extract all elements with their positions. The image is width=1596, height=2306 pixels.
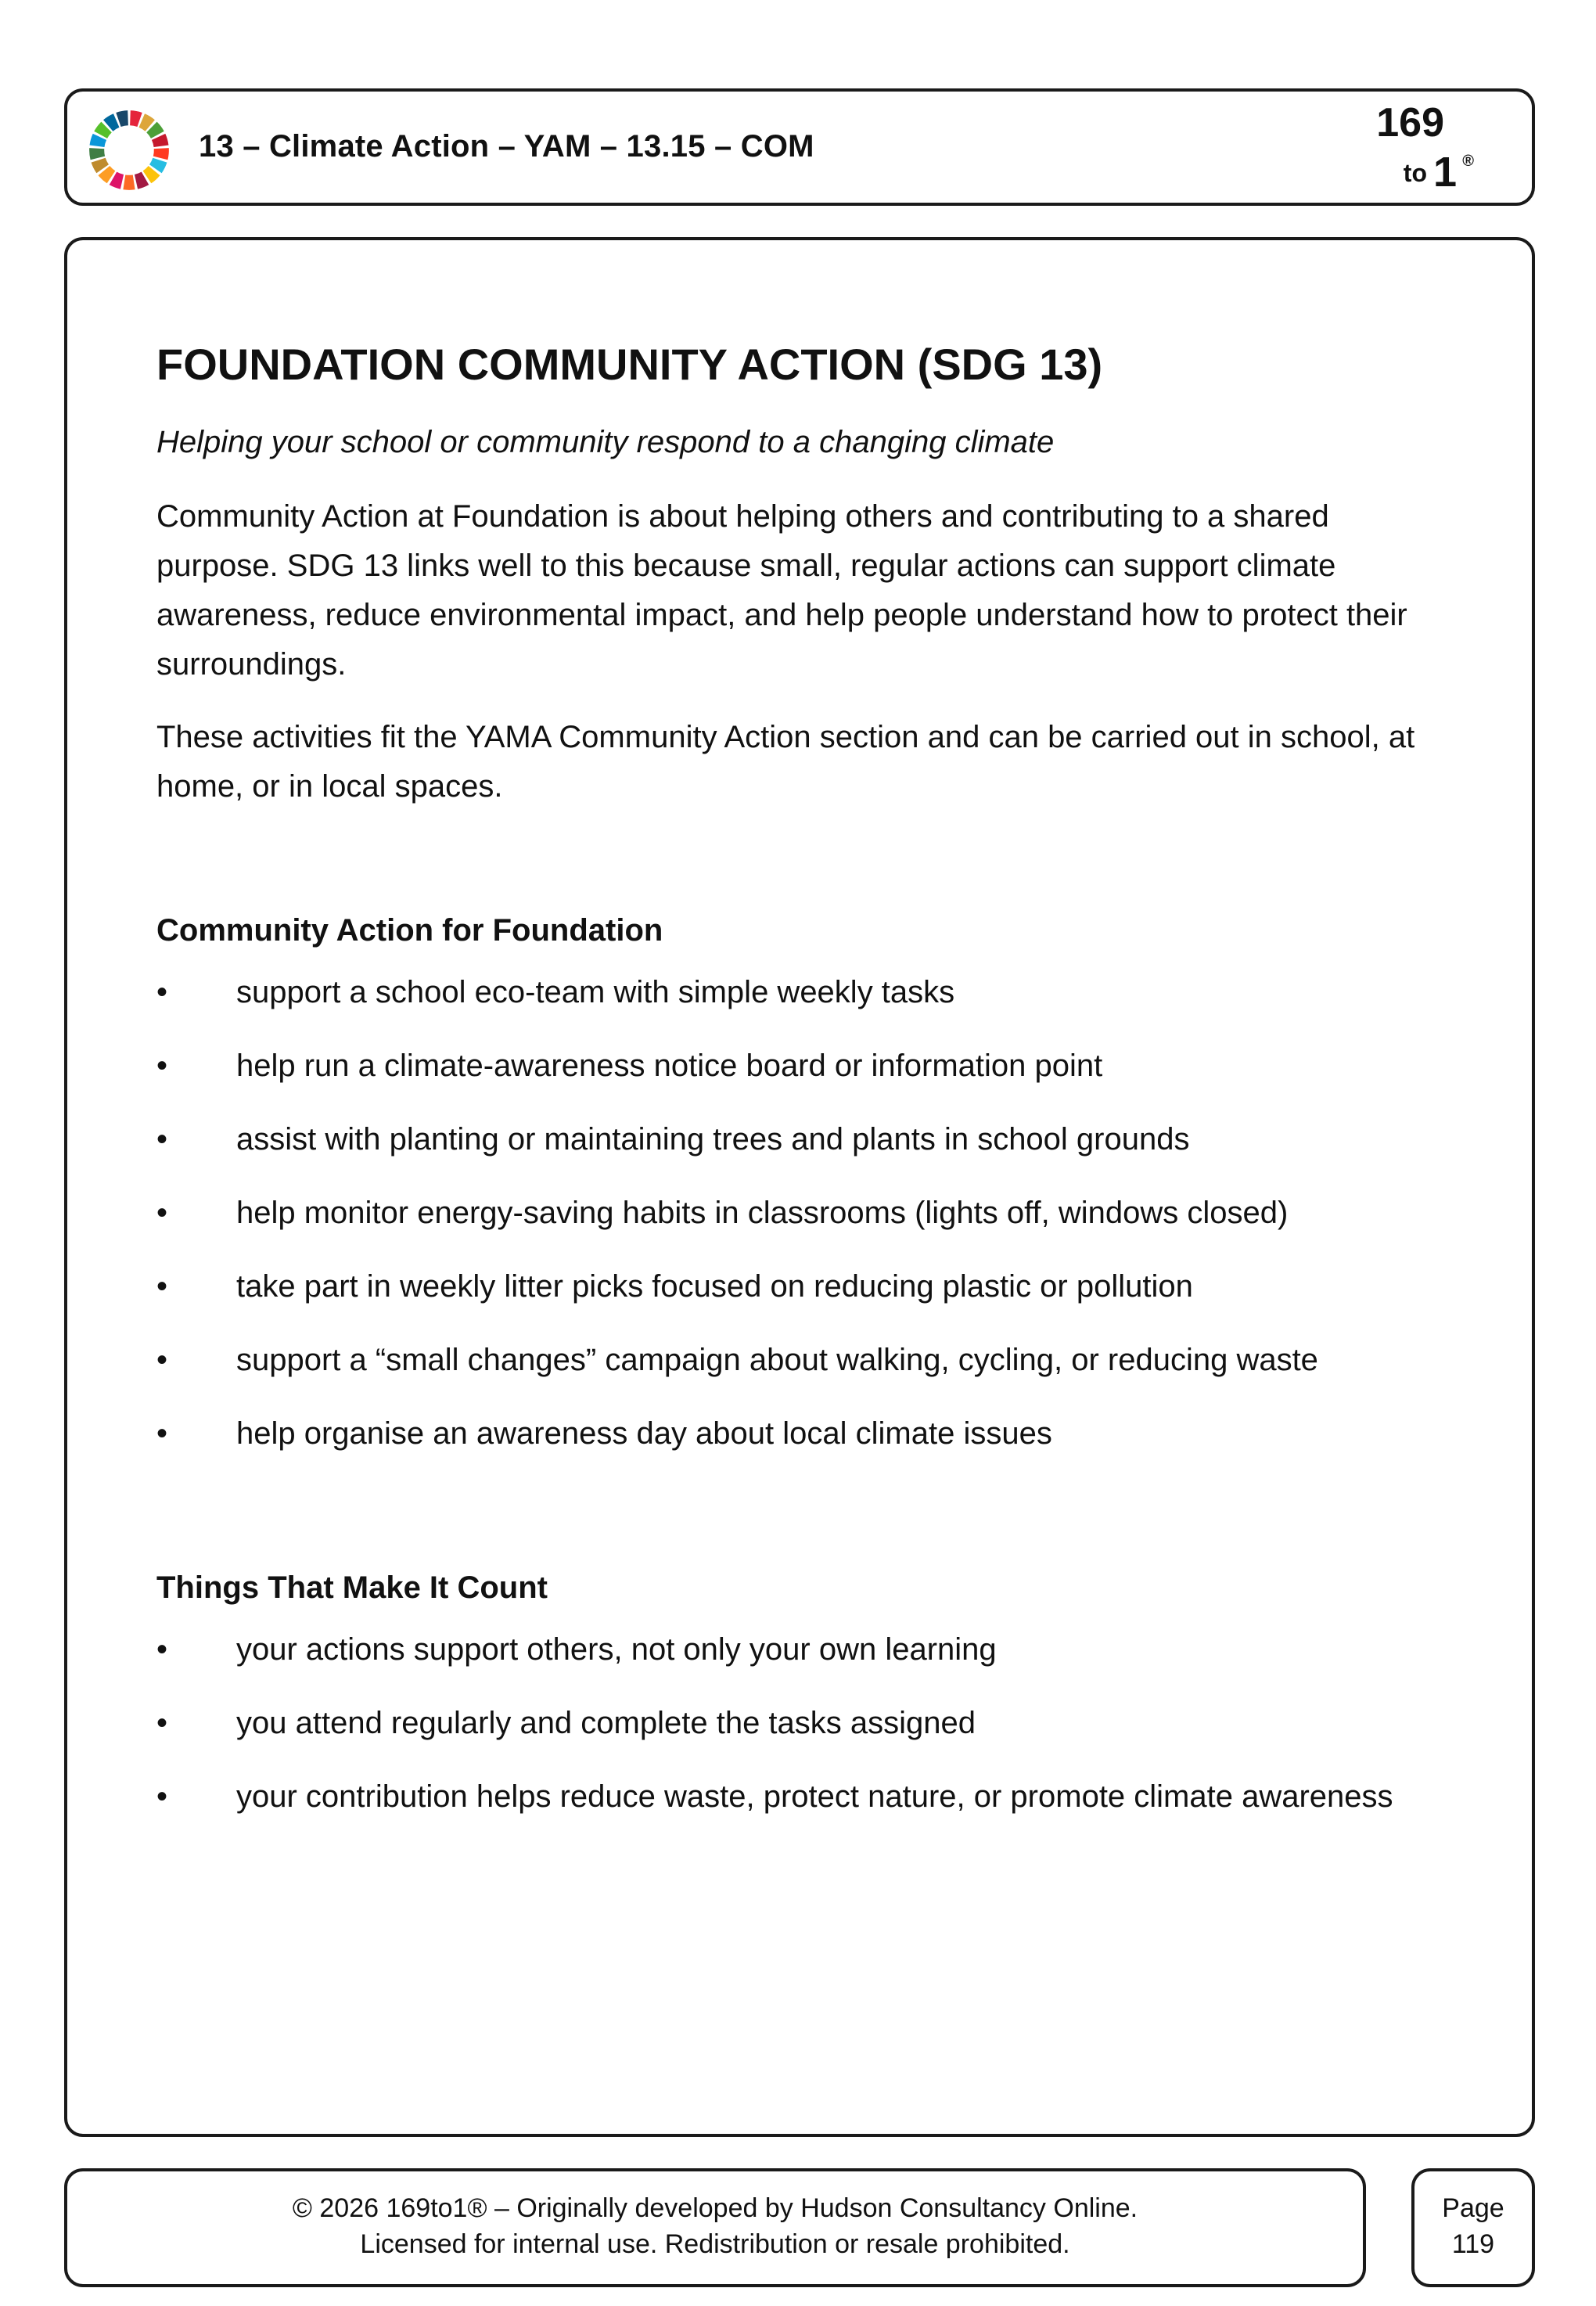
page-number: 119	[1451, 2229, 1495, 2259]
sdg-wheel-segment	[153, 148, 169, 160]
list-item	[156, 1041, 1526, 1091]
list-item	[156, 1336, 1526, 1385]
list-item	[156, 1189, 1526, 1238]
header-title: 13 – Climate Action – YAM – 13.15 – COM	[199, 129, 814, 164]
bullet-icon: •	[156, 1269, 168, 1304]
bullet-icon: •	[156, 975, 168, 1009]
copyright-line: © 2026 169to1® – Originally developed by Hudson Consultancy Online.	[292, 2193, 1138, 2223]
context-paragraph: These activities fit the YAMA Community Action section and can be carried out in school, at home, or in local spaces.	[156, 720, 1415, 804]
content-panel	[64, 237, 1535, 2137]
sdg-wheel-segment	[123, 174, 135, 189]
brand-one: 1	[1432, 149, 1457, 196]
bullet-icon: •	[156, 1196, 168, 1230]
bullet-icon: •	[156, 1122, 168, 1157]
list-item-text: your contribution helps reduce waste, protect nature, or promote climate awareness	[236, 1779, 1393, 1814]
brand-registered: ®	[1462, 153, 1474, 170]
section-heading-community-action: Community Action for Foundation	[156, 913, 663, 948]
section-heading-make-it-count: Things That Make It Count	[156, 1570, 548, 1605]
list-item	[156, 1262, 1526, 1311]
list-item-text: support a “small changes” campaign about walking, cycling, or reducing waste	[236, 1343, 1318, 1377]
list-item-text: assist with planting or maintaining trees and plants in school grounds	[236, 1122, 1190, 1157]
make-it-count-list	[156, 1625, 1526, 1846]
bullet-icon: •	[156, 1343, 168, 1377]
brand-169: 169	[1376, 100, 1444, 146]
bullet-icon: •	[156, 1416, 168, 1451]
list-item	[156, 1699, 1526, 1748]
list-item-text: your actions support others, not only your own learning	[236, 1632, 997, 1667]
page-label: Page	[1442, 2193, 1504, 2223]
header	[64, 88, 1535, 206]
list-item-text: help organise an awareness day about local climate issues	[236, 1416, 1052, 1451]
page-number-box	[1411, 2168, 1535, 2287]
license-line: Licensed for internal use. Redistribution or resale prohibited.	[360, 2229, 1070, 2259]
list-item	[156, 968, 1526, 1017]
list-item	[156, 1409, 1526, 1459]
list-item	[156, 1772, 1526, 1822]
page-subtitle: Helping your school or community respond to a changing climate	[156, 425, 1055, 459]
bullet-icon: •	[156, 1779, 168, 1814]
sdg-color-wheel-icon	[88, 109, 171, 192]
brand-to: to	[1403, 159, 1427, 187]
bullet-icon: •	[156, 1632, 168, 1667]
list-item-text: take part in weekly litter picks focused on reducing plastic or pollution	[236, 1269, 1193, 1304]
page-title: FOUNDATION COMMUNITY ACTION (SDG 13)	[156, 340, 1103, 389]
bullet-icon: •	[156, 1706, 168, 1740]
list-item	[156, 1625, 1526, 1675]
sdg-wheel-segment	[89, 148, 105, 160]
intro-paragraph: Community Action at Foundation is about helping others and contributing to a shared purpose. SDG 13 links well to this because small, regular actions can support climate awareness, reduce environmental impact, and help people understand how to protect their surroundings.	[156, 499, 1407, 682]
list-item-text: support a school eco-team with simple weekly tasks	[236, 975, 955, 1009]
list-item-text: help monitor energy-saving habits in classrooms (lights off, windows closed)	[236, 1196, 1289, 1230]
bullet-icon: •	[156, 1049, 168, 1083]
list-item-text: you attend regularly and complete the tasks assigned	[236, 1706, 976, 1740]
list-item	[156, 1115, 1526, 1164]
footer-copyright	[64, 2168, 1366, 2287]
list-item-text: help run a climate-awareness notice board or information point	[236, 1049, 1103, 1083]
community-action-list	[156, 968, 1526, 1483]
